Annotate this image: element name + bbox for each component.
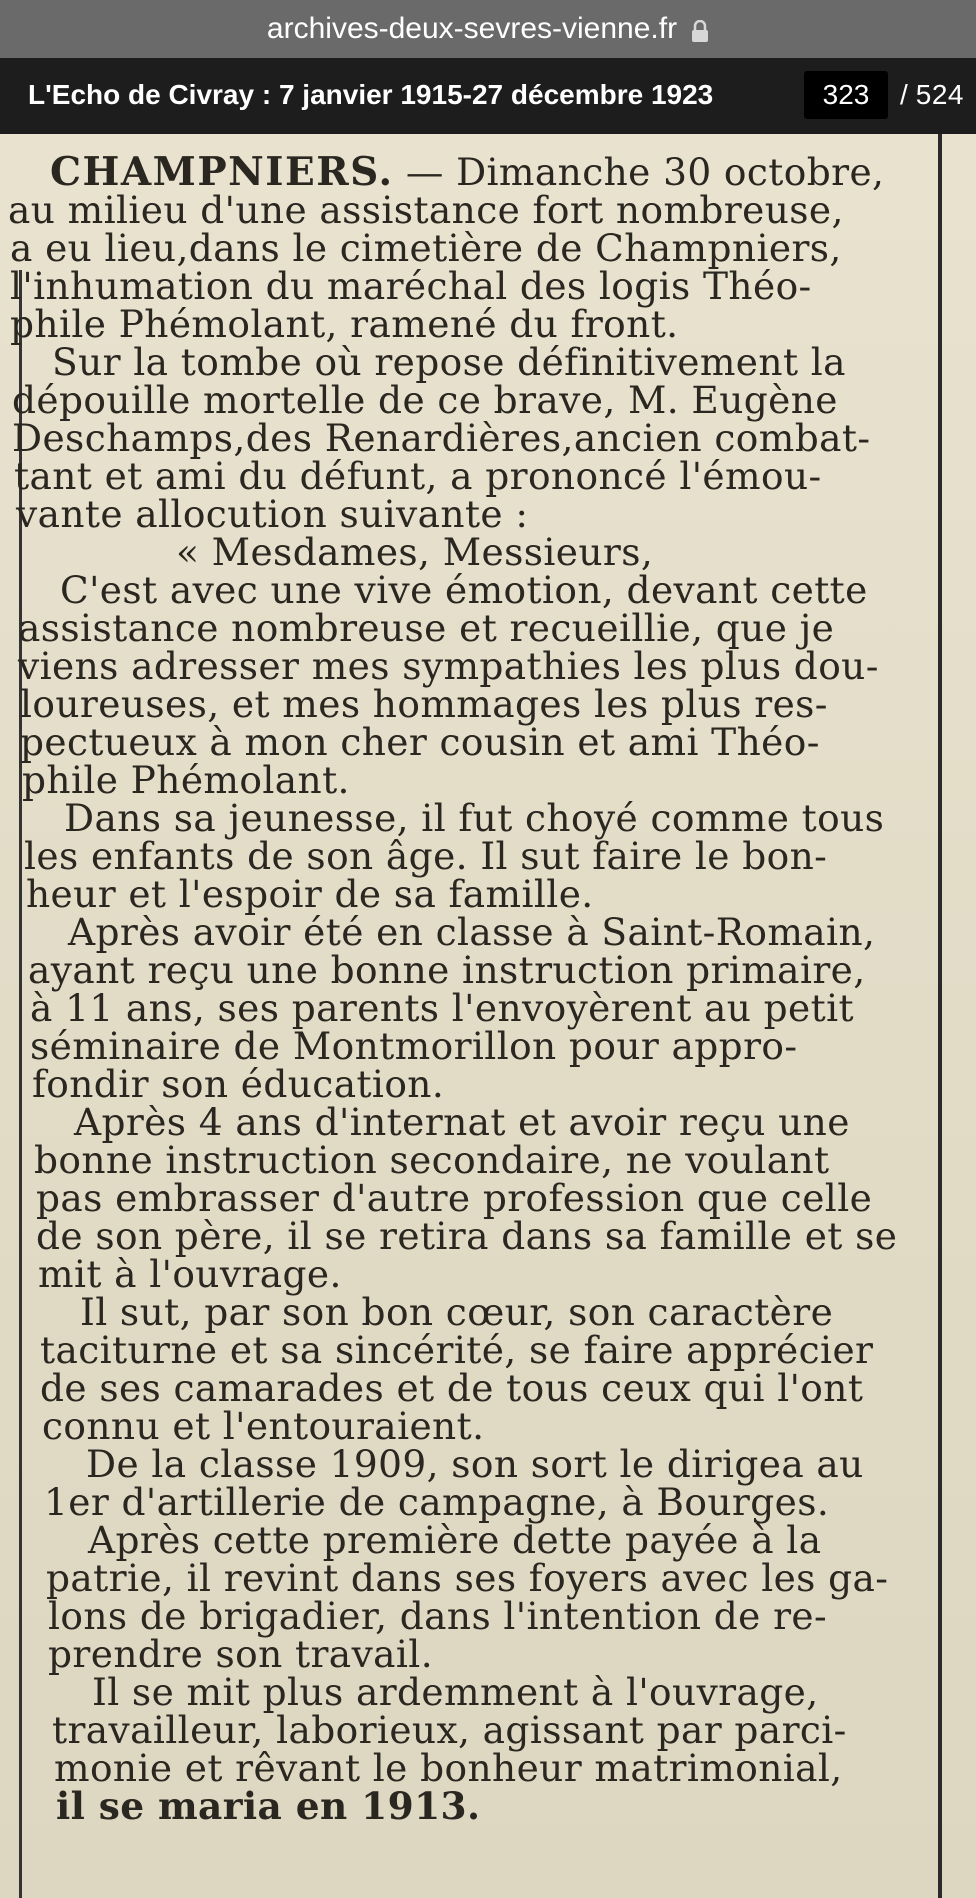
- article-line: Après cette première dette payée à la: [88, 1518, 822, 1562]
- article-line: assistance nombreuse et recueillie, que je: [18, 606, 835, 650]
- page-counter: [804, 71, 964, 119]
- article-line: Il se mit plus ardemment à l'ouvrage,: [92, 1670, 819, 1714]
- article-line: de son père, il se retira dans sa famille et se: [36, 1214, 898, 1258]
- article-line: l'inhumation du maréchal des logis Théo-: [10, 264, 812, 308]
- article-line: pectueux à mon cher cousin et ami Théo-: [20, 720, 820, 764]
- article-line: Après 4 ans d'internat et avoir reçu une: [74, 1100, 850, 1144]
- article-line: « Mesdames, Messieurs,: [176, 530, 654, 574]
- article-line: a eu lieu,dans le cimetière de Champniers,: [10, 226, 842, 270]
- article-line: de ses camarades et de tous ceux qui l'ont: [40, 1366, 864, 1410]
- article-line: les enfants de son âge. Il sut faire le bon-: [24, 834, 828, 878]
- article-line: il se maria en 1913.: [56, 1784, 481, 1828]
- article-line: Dans sa jeunesse, il fut choyé comme tous: [64, 796, 885, 840]
- article-line: taciturne et sa sincérité, se faire apprécier: [40, 1328, 874, 1372]
- article-line: tant et ami du défunt, a prononcé l'émou-: [14, 454, 822, 498]
- url-text[interactable]: archives-deux-sevres-vienne.fr: [266, 12, 678, 45]
- article-line: Deschamps,des Renardières,ancien combat-: [12, 416, 871, 460]
- lock-icon: [691, 16, 709, 38]
- article-line: au milieu d'une assistance fort nombreuse,: [8, 188, 844, 232]
- article-line: mit à l'ouvrage.: [38, 1252, 342, 1296]
- article-line: Il sut, par son bon cœur, son caractère: [80, 1290, 834, 1334]
- article-line: fondir son éducation.: [32, 1062, 445, 1106]
- scanned-page: [0, 134, 976, 1898]
- viewer-header: [0, 58, 976, 134]
- article-line: 1er d'artillerie de campagne, à Bourges.: [44, 1480, 830, 1524]
- article-line: phile Phémolant, ramené du front.: [10, 302, 679, 346]
- article-line: Après avoir été en classe à Saint-Romain,: [68, 910, 876, 954]
- article-line: patrie, il revint dans ses foyers avec les ga-: [46, 1556, 889, 1600]
- article-line: viens adresser mes sympathies les plus dou-: [18, 644, 879, 688]
- page-number-input[interactable]: 323: [804, 71, 888, 119]
- article-line: vante allocution suivante :: [16, 492, 529, 536]
- article-line: bonne instruction secondaire, ne voulant: [34, 1138, 830, 1182]
- article-line: séminaire de Montmorillon pour appro-: [30, 1024, 798, 1068]
- document-title: L'Echo de Civray : 7 janvier 1915-27 décembre 1923: [28, 79, 714, 110]
- page-total: 524: [915, 79, 964, 110]
- article-line: De la classe 1909, son sort le dirigea au: [86, 1442, 864, 1486]
- column-rule-right: [938, 134, 942, 1898]
- article-line: travailleur, laborieux, agissant par parci-: [52, 1708, 847, 1752]
- article-line: CHAMPNIERS. — Dimanche 30 octobre,: [50, 149, 885, 195]
- article-line: monie et rêvant le bonheur matrimonial,: [54, 1746, 843, 1790]
- article-line: lons de brigadier, dans l'intention de re-: [48, 1594, 828, 1638]
- article-heading: CHAMPNIERS.: [50, 149, 394, 195]
- article-line: dépouille mortelle de ce brave, M. Eugène: [12, 378, 838, 422]
- article-line: prendre son travail.: [48, 1632, 434, 1676]
- article-line: à 11 ans, ses parents l'envoyèrent au petit: [30, 986, 854, 1030]
- article-line: heur et l'espoir de sa famille.: [26, 872, 594, 916]
- article-line: Sur la tombe où repose définitivement la: [52, 340, 846, 384]
- article-line: ayant reçu une bonne instruction primaire,: [28, 948, 866, 992]
- article-line: pas embrasser d'autre profession que celle: [36, 1176, 873, 1220]
- page-separator: /: [900, 79, 908, 110]
- article-line: loureuses, et mes hommages les plus res-: [20, 682, 828, 726]
- article-line: connu et l'entouraient.: [42, 1404, 485, 1448]
- address-bar[interactable]: [0, 0, 976, 58]
- article-line: phile Phémolant.: [22, 758, 350, 802]
- article-line: C'est avec une vive émotion, devant cette: [60, 568, 868, 612]
